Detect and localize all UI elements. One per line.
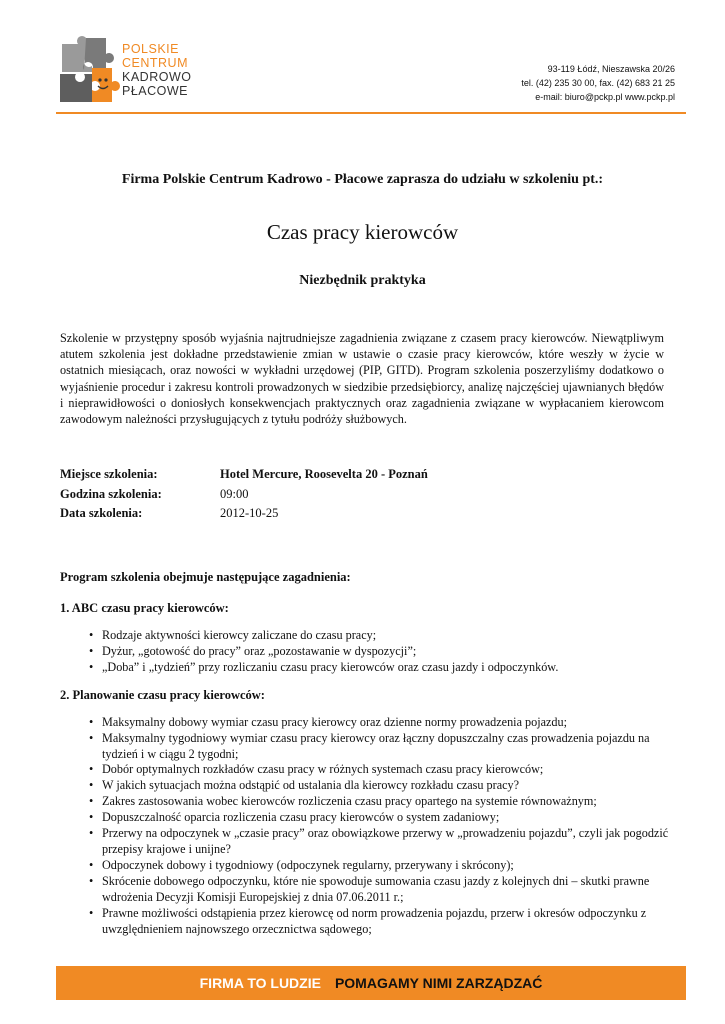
date-value: 2012-10-25: [220, 506, 279, 520]
list-item: • Dopuszczalność oparcia rozliczenia czasu pracy kierowców o system zadaniowy;: [102, 810, 670, 826]
document-subtitle: Niezbędnik praktyka: [299, 273, 426, 288]
info-row-place: [60, 465, 428, 485]
logo-line: CENTRUM: [122, 56, 188, 70]
logo-line: PŁACOWE: [122, 84, 189, 98]
company-logo: [56, 34, 206, 110]
footer-bar: [56, 966, 686, 1000]
training-info: [60, 465, 428, 524]
contact-block: [521, 62, 675, 104]
program-section: [60, 570, 670, 937]
time-label: Godzina szkolenia:: [60, 486, 162, 501]
email-web: e-mail: biuro@pckp.pl www.pckp.pl: [535, 92, 675, 102]
logo-line: POLSKIE: [122, 42, 179, 56]
section-1-list: [60, 628, 670, 676]
list-item: • Skrócenie dobowego odpoczynku, które nie spowoduje sumowania czasu jazdy z kolejnych dni – skutki prawne wdrożenia Decyzji Komisji Europejskiej z dnia 07.06.2011 r.;: [102, 874, 670, 906]
info-row-time: [60, 485, 428, 505]
time-value: 09:00: [220, 486, 249, 501]
list-item: • W jakich sytuacjach można odstąpić od ustalania dla kierowcy rozkładu czasu pracy?: [102, 778, 670, 794]
invite-heading: Firma Polskie Centrum Kadrowo - Płacowe zaprasza do udziału w szkoleniu pt.:: [121, 172, 604, 187]
list-item: • Maksymalny tygodniowy wymiar czasu pracy kierowcy oraz łączny dopuszczalny czas prowadzenia pojazdu na tydzień i w ciągu 2 tygodni;: [102, 731, 670, 763]
list-item: • „Doba” i „tydzień” przy rozliczaniu czasu pracy kierowców oraz czasu jazdy i odpoczynków.: [102, 660, 670, 676]
program-heading: Program szkolenia obejmuje następujące zagadnienia:: [60, 570, 351, 584]
intro-paragraph: Szkolenie w przystępny sposób wyjaśnia najtrudniejsze zagadnienia związane z czasem pracy kierowców. Niewątpliwym atutem szkolenia jest dokładne przedstawienie zmian w ustawie o czasie pracy kierowców, które weszły w życie w ostatnich miesiącach, oraz nowości w wykładni urzędowej (PIP, GITD). Program szkolenia poszerzyliśmy dodatkowo o wyjaśnienie procedur i zakresu kontroli prowadzonych w siedzibie przedsiębiorcy, analizę najczęściej ujawnianych błędów i nieprawidłowości o doniosłych konsekwencjach praktycznych oraz zagadnienia związane w wypłacaniem kierowcom zawodowym należności przysługujących z tytułu podróży służbowych.: [60, 331, 664, 427]
list-item: • Prawne możliwości odstąpienia przez kierowcę od norm prowadzenia pojazdu, przerw i okresów odpoczynku z uwzględnieniem najnowszego orzecznictwa sądowego;: [102, 906, 670, 938]
info-row-date: [60, 504, 428, 524]
section-1-title: 1. ABC czasu pracy kierowców:: [60, 601, 229, 615]
address: 93-119 Łódź, Nieszawska 20/26: [547, 64, 675, 74]
document-title: Czas pracy kierowców: [266, 220, 459, 244]
section-2-title: 2. Planowanie czasu pracy kierowców:: [60, 687, 265, 702]
logo-wordmark: [122, 42, 191, 98]
place-value: Hotel Mercure, Roosevelta 20 - Poznań: [220, 467, 428, 481]
list-item: • Rodzaje aktywności kierowcy zaliczane do czasu pracy;: [102, 628, 670, 644]
list-item: • Dyżur, „gotowość do pracy” oraz „pozostawanie w dyspozycji”;: [102, 644, 670, 660]
list-item: • Dobór optymalnych rozkładów czasu pracy w różnych systemach czasu pracy kierowców;: [102, 762, 670, 778]
list-item: • Zakres zastosowania wobec kierowców rozliczenia czasu pracy opartego na systemie równoważnym;: [102, 794, 670, 810]
puzzle-logo-icon: [56, 34, 120, 110]
footer-slogan-left: FIRMA TO LUDZIE: [199, 975, 321, 991]
list-item: • Odpoczynek dobowy i tygodniowy (odpoczynek regularny, przerywany i skrócony);: [102, 858, 670, 874]
phone-fax: tel. (42) 235 30 00, fax. (42) 683 21 25: [521, 78, 675, 88]
list-item: • Maksymalny dobowy wymiar czasu pracy kierowcy oraz dzienne normy prowadzenia pojazdu;: [102, 715, 670, 731]
list-item: • Przerwy na odpoczynek w „czasie pracy” oraz obowiązkowe przerwy w „prowadzeniu pojazdu”, czyli jak pogodzić przepisy krajowe i unijne?: [102, 826, 670, 858]
date-label: Data szkolenia:: [60, 506, 143, 520]
section-2-list: [60, 715, 670, 938]
header-divider: [56, 112, 686, 114]
place-label: Miejsce szkolenia:: [60, 467, 158, 481]
logo-line: KADROWO: [122, 70, 192, 84]
footer-slogan-right: POMAGAMY NIMI ZARZĄDZAĆ: [334, 975, 543, 991]
